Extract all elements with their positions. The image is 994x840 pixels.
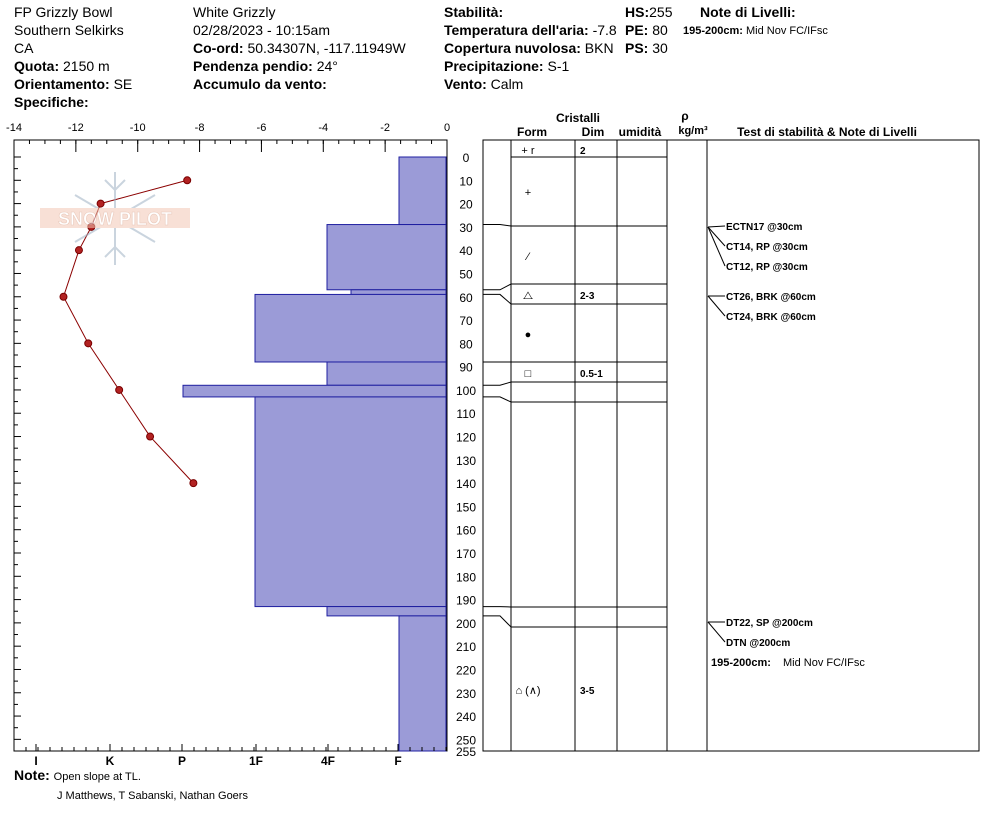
location-name: White Grizzly xyxy=(193,4,276,20)
grain-form-symbol: ⁄ xyxy=(527,251,529,263)
depth-tick-label: 210 xyxy=(455,640,477,655)
elevation: Quota: 2150 m xyxy=(14,58,110,74)
depth-tick-label: 220 xyxy=(455,663,477,678)
depth-tick-label: 240 xyxy=(455,710,477,725)
grain-size-label: 2-3 xyxy=(580,291,595,302)
grain-size-label: 3-5 xyxy=(580,686,595,697)
depth-tick-label: 80 xyxy=(459,337,473,352)
hardness-label: P xyxy=(177,754,187,768)
penetration-ski: PS: 30 xyxy=(625,40,668,56)
region: CA xyxy=(14,40,34,56)
grain-size-label: 2 xyxy=(580,146,586,157)
cloud-cover: Copertura nuvolosa: BKN xyxy=(444,40,614,56)
depth-tick-label: 250 xyxy=(455,733,477,748)
crystals-header: Cristalli xyxy=(555,111,601,125)
grain-size-label: 0.5-1 xyxy=(580,369,603,380)
stability-test-annotations xyxy=(708,222,865,669)
temperature-point xyxy=(60,293,67,300)
hardness-bar-1 xyxy=(327,225,446,290)
temperature-point xyxy=(85,340,92,347)
stability-test-label: DTN @200cm xyxy=(726,638,791,649)
depth-tick-label: 30 xyxy=(459,220,473,235)
temperature-point xyxy=(75,247,82,254)
layer-note-label: 195-200cm: xyxy=(711,657,771,669)
depth-tick-label: 200 xyxy=(455,616,477,631)
footer-note: Note: Open slope at TL. xyxy=(14,767,141,783)
slope-angle: Pendenza pendio: 24° xyxy=(193,58,338,74)
observation-datetime: 02/28/2023 - 10:15am xyxy=(193,22,330,38)
depth-tick-label: 10 xyxy=(459,174,473,189)
stability-test-label: CT24, BRK @60cm xyxy=(726,312,816,323)
temp-tick-label: -4 xyxy=(318,122,329,134)
hardness-bar-7 xyxy=(327,607,446,616)
hardness-label: K xyxy=(105,754,115,768)
density-rho-header: ρ xyxy=(681,109,689,123)
hardness-bar-3 xyxy=(255,294,446,362)
grain-form-symbol: + r xyxy=(521,145,535,157)
depth-tick-label: 120 xyxy=(455,430,477,445)
grain-form-symbol: ● xyxy=(524,329,532,341)
depth-tick-label: 150 xyxy=(455,500,477,515)
grain-form-symbol: □ xyxy=(524,368,532,380)
layer-notes-title: Note di Livelli: xyxy=(700,4,796,20)
temp-tick-label: -10 xyxy=(129,122,146,134)
temperature-point xyxy=(147,433,154,440)
temperature-point xyxy=(116,386,123,393)
hardness-bars xyxy=(183,157,446,751)
temp-tick-label: 0 xyxy=(443,122,451,134)
layer-notes-entry: 195-200cm: Mid Nov FC/IFsc xyxy=(683,25,828,37)
stability-test-label: CT12, RP @30cm xyxy=(726,262,808,273)
temperature-point xyxy=(97,200,104,207)
hardness-bar-0 xyxy=(399,157,446,225)
test-leader xyxy=(708,296,725,316)
temperature-point xyxy=(190,480,197,487)
test-leader xyxy=(708,227,725,246)
layer-grain-symbols xyxy=(515,145,603,697)
depth-tick-label: 50 xyxy=(459,267,473,282)
hardness-bar-6 xyxy=(255,397,446,607)
test-leader xyxy=(708,227,725,266)
temperature-axis xyxy=(6,122,450,152)
depth-tick-label: 110 xyxy=(456,407,476,422)
depth-tick-label: 90 xyxy=(459,360,473,375)
wind-loading: Accumulo da vento: xyxy=(193,76,327,92)
hardness-axis xyxy=(14,744,446,768)
temp-tick-label: -12 xyxy=(67,122,84,134)
site-name: FP Grizzly Bowl xyxy=(14,4,113,20)
temp-tick-label: -8 xyxy=(194,122,205,134)
penetration-foot: PE: 80 xyxy=(625,22,668,38)
size-header: Dim xyxy=(581,125,605,139)
temp-tick-label: -14 xyxy=(6,122,22,134)
moisture-header: umidità xyxy=(618,125,662,139)
test-leader xyxy=(708,622,725,642)
hardness-bar-5 xyxy=(183,385,446,397)
stability-test-label: DT22, SP @200cm xyxy=(726,618,813,629)
density-unit-header: kg/m³ xyxy=(678,125,708,137)
hardness-label: 1F xyxy=(248,754,264,768)
hardness-bar-4 xyxy=(327,362,446,385)
temp-tick-label: -2 xyxy=(380,122,391,134)
form-header: Form xyxy=(517,125,547,139)
test-leader xyxy=(708,226,725,227)
depth-tick-label: 100 xyxy=(455,383,477,398)
aspect: Orientamento: SE xyxy=(14,76,133,92)
depth-tick-label: 160 xyxy=(455,523,477,538)
depth-tick-label: 40 xyxy=(459,244,473,259)
grain-form-symbol: + xyxy=(524,187,532,199)
hardness-bar-8 xyxy=(399,616,446,751)
depth-tick-label: 140 xyxy=(455,477,477,492)
stability-test-label: CT14, RP @30cm xyxy=(726,242,808,253)
stability-tests-header: Test di stabilità & Note di Livelli xyxy=(737,125,917,139)
snow-height: HS:255 xyxy=(625,4,673,20)
coordinates: Co-ord: 50.34307N, -117.11949W xyxy=(193,40,406,56)
grain-form-symbol: ⧍ xyxy=(522,290,534,302)
stability: Stabilità: xyxy=(444,4,504,20)
depth-tick-label: 20 xyxy=(459,197,473,212)
depth-tick-label: 180 xyxy=(455,570,477,585)
hardness-bar-2 xyxy=(351,290,446,295)
svg-text:SNOW PILOT: SNOW PILOT xyxy=(58,209,172,229)
stability-test-label: CT26, BRK @60cm xyxy=(726,292,816,303)
hardness-label: I xyxy=(34,754,38,768)
temp-tick-label: -6 xyxy=(256,122,267,134)
temperature-point xyxy=(184,177,191,184)
hardness-label: F xyxy=(394,754,402,768)
depth-tick-label: 130 xyxy=(455,453,477,468)
precipitation: Precipitazione: S-1 xyxy=(444,58,570,74)
hardness-label: 4F xyxy=(320,754,336,768)
observers: J Matthews, T Sabanski, Nathan Goers xyxy=(57,790,248,802)
layer-note-text: Mid Nov FC/IFsc xyxy=(783,657,865,669)
grain-form-symbol: ⌂ (∧) xyxy=(515,685,541,697)
air-temperature: Temperatura dell'aria: -7.8 xyxy=(444,22,617,38)
specifics: Specifiche: xyxy=(14,94,89,110)
depth-tick-label: 170 xyxy=(455,547,477,561)
mountain-range: Southern Selkirks xyxy=(14,22,124,38)
stability-test-label: ECTN17 @30cm xyxy=(726,222,803,233)
wind: Vento: Calm xyxy=(444,76,524,92)
depth-tick-label: 70 xyxy=(459,314,473,329)
depth-tick-label: 255 xyxy=(455,745,477,759)
depth-tick-label: 0 xyxy=(462,151,470,165)
depth-tick-label: 230 xyxy=(455,686,477,701)
depth-tick-label: 190 xyxy=(455,593,477,608)
depth-tick-label: 60 xyxy=(459,290,473,305)
